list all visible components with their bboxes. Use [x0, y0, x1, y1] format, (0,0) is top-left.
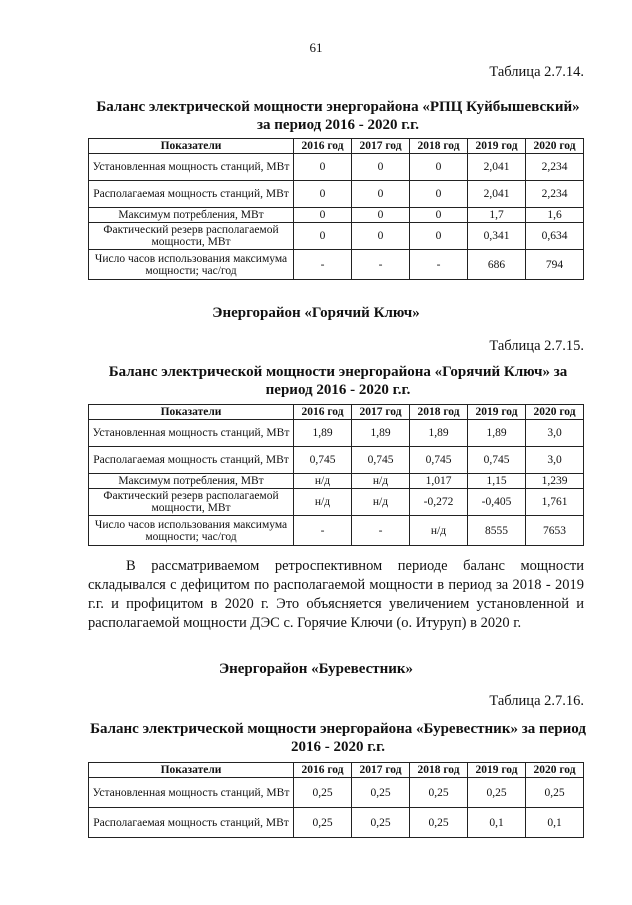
value-cell: 0,1	[526, 808, 584, 838]
table-header-row	[89, 763, 584, 778]
value-cell: 0	[294, 154, 352, 181]
value-cell: 7653	[526, 516, 584, 546]
value-cell: 1,7	[468, 208, 526, 223]
value-cell: 2,234	[526, 154, 584, 181]
row-label-cell: Фактический резерв располагаемой мощности, МВт	[89, 223, 294, 250]
data-table-1	[88, 138, 584, 280]
value-cell: 0,745	[294, 447, 352, 474]
table-header-row	[89, 405, 584, 420]
value-cell: -	[294, 250, 352, 280]
value-cell: 0	[294, 181, 352, 208]
value-cell: -	[294, 516, 352, 546]
table-row	[89, 808, 584, 838]
row-label-cell: Максимум потребления, МВт	[89, 474, 294, 489]
table-row	[89, 420, 584, 447]
value-cell: -0,272	[410, 489, 468, 516]
value-cell: 0	[410, 181, 468, 208]
header-cell-year: 2020 год	[526, 405, 584, 420]
table-row	[89, 223, 584, 250]
value-cell: -	[352, 516, 410, 546]
header-cell-year: 2017 год	[352, 763, 410, 778]
body-paragraph: В рассматриваемом ретроспективном периоде баланс мощности складывался с дефицитом по располагаемой мощности в период за 2018 - 2019 г.г. и профицитом в 2020 г. Это объясняется увеличением установленной и располагаемой мощности ДЭС с. Горячие Ключи (о. Итуруп) в 2020 г.	[88, 558, 584, 631]
value-cell: 1,239	[526, 474, 584, 489]
row-label-cell: Располагаемая мощность станций, МВт	[89, 447, 294, 474]
table-caption-1: Таблица 2.7.14.	[489, 64, 584, 80]
header-cell-year: 2020 год	[526, 139, 584, 154]
value-cell: 794	[526, 250, 584, 280]
value-cell: 0,745	[352, 447, 410, 474]
value-cell: 0	[352, 181, 410, 208]
table-title-3: Баланс электрической мощности энергорайона «Буревестник» за период 2016 - 2020 г.г.	[90, 721, 586, 755]
value-cell: 2,041	[468, 181, 526, 208]
row-label-cell: Максимум потребления, МВт	[89, 208, 294, 223]
value-cell: 0	[352, 208, 410, 223]
row-label-cell: Установленная мощность станций, МВт	[89, 778, 294, 808]
value-cell: 1,6	[526, 208, 584, 223]
header-cell-year: 2019 год	[468, 405, 526, 420]
table-row	[89, 208, 584, 223]
table-row	[89, 474, 584, 489]
header-cell-indicator: Показатели	[89, 139, 294, 154]
value-cell: 0	[294, 208, 352, 223]
row-label-cell: Установленная мощность станций, МВт	[89, 154, 294, 181]
value-cell: 1,017	[410, 474, 468, 489]
header-cell-year: 2018 год	[410, 763, 468, 778]
value-cell: 0,25	[526, 778, 584, 808]
header-cell-year: 2016 год	[294, 139, 352, 154]
value-cell: 2,234	[526, 181, 584, 208]
value-cell: 0	[352, 154, 410, 181]
value-cell: н/д	[294, 474, 352, 489]
value-cell: 0,25	[352, 808, 410, 838]
row-label-cell: Располагаемая мощность станций, МВт	[89, 181, 294, 208]
header-cell-year: 2018 год	[410, 405, 468, 420]
value-cell: 0,634	[526, 223, 584, 250]
row-label-cell: Фактический резерв располагаемой мощности, МВт	[89, 489, 294, 516]
value-cell: 0,745	[468, 447, 526, 474]
table-caption-2: Таблица 2.7.15.	[489, 338, 584, 354]
row-label-cell: Располагаемая мощность станций, МВт	[89, 808, 294, 838]
value-cell: 3,0	[526, 447, 584, 474]
section-heading-burevestnik: Энергорайон «Буревестник»	[218, 661, 414, 677]
header-cell-year: 2017 год	[352, 405, 410, 420]
value-cell: 0	[410, 154, 468, 181]
value-cell: 0,25	[468, 778, 526, 808]
header-cell-year: 2016 год	[294, 763, 352, 778]
header-cell-year: 2020 год	[526, 763, 584, 778]
table-title-1: Баланс электрической мощности энергорайона «РПЦ Куйбышевский» за период 2016 - 2020 г.г.	[96, 99, 580, 133]
table-row	[89, 181, 584, 208]
value-cell: 0,341	[468, 223, 526, 250]
row-label-cell: Установленная мощность станций, МВт	[89, 420, 294, 447]
table-row	[89, 778, 584, 808]
value-cell: 8555	[468, 516, 526, 546]
value-cell: 1,89	[468, 420, 526, 447]
header-cell-year: 2019 год	[468, 139, 526, 154]
row-label-cell: Число часов использования максимума мощности; час/год	[89, 516, 294, 546]
value-cell: 3,0	[526, 420, 584, 447]
row-label-cell: Число часов использования максимума мощности; час/год	[89, 250, 294, 280]
table-row	[89, 516, 584, 546]
value-cell: н/д	[294, 489, 352, 516]
table-row	[89, 489, 584, 516]
value-cell: 0,25	[410, 808, 468, 838]
table-row	[89, 250, 584, 280]
value-cell: 1,89	[410, 420, 468, 447]
value-cell: 0	[352, 223, 410, 250]
value-cell: 686	[468, 250, 526, 280]
value-cell: 0	[410, 208, 468, 223]
value-cell: 0,745	[410, 447, 468, 474]
value-cell: 0	[294, 223, 352, 250]
value-cell: 1,89	[352, 420, 410, 447]
value-cell: н/д	[410, 516, 468, 546]
value-cell: 2,041	[468, 154, 526, 181]
table-row	[89, 154, 584, 181]
value-cell: 1,89	[294, 420, 352, 447]
value-cell: -	[410, 250, 468, 280]
value-cell: 0,25	[410, 778, 468, 808]
table-title-2: Баланс электрической мощности энергорайона «Горячий Ключ» за период 2016 - 2020 г.г.	[108, 364, 568, 398]
value-cell: 1,761	[526, 489, 584, 516]
section-heading-hot-key: Энергорайон «Горячий Ключ»	[212, 305, 420, 321]
data-table-3	[88, 762, 584, 838]
value-cell: 0	[410, 223, 468, 250]
value-cell: н/д	[352, 489, 410, 516]
header-cell-year: 2018 год	[410, 139, 468, 154]
header-cell-indicator: Показатели	[89, 763, 294, 778]
table-row	[89, 447, 584, 474]
header-cell-year: 2017 год	[352, 139, 410, 154]
data-table-2	[88, 404, 584, 546]
table-header-row	[89, 139, 584, 154]
header-cell-indicator: Показатели	[89, 405, 294, 420]
header-cell-year: 2016 год	[294, 405, 352, 420]
value-cell: -0,405	[468, 489, 526, 516]
value-cell: 0,25	[294, 808, 352, 838]
table-caption-3: Таблица 2.7.16.	[489, 693, 584, 709]
page-number: 61	[309, 40, 323, 55]
header-cell-year: 2019 год	[468, 763, 526, 778]
value-cell: 0,25	[352, 778, 410, 808]
value-cell: 0,25	[294, 778, 352, 808]
value-cell: 1,15	[468, 474, 526, 489]
value-cell: н/д	[352, 474, 410, 489]
value-cell: 0,1	[468, 808, 526, 838]
value-cell: -	[352, 250, 410, 280]
